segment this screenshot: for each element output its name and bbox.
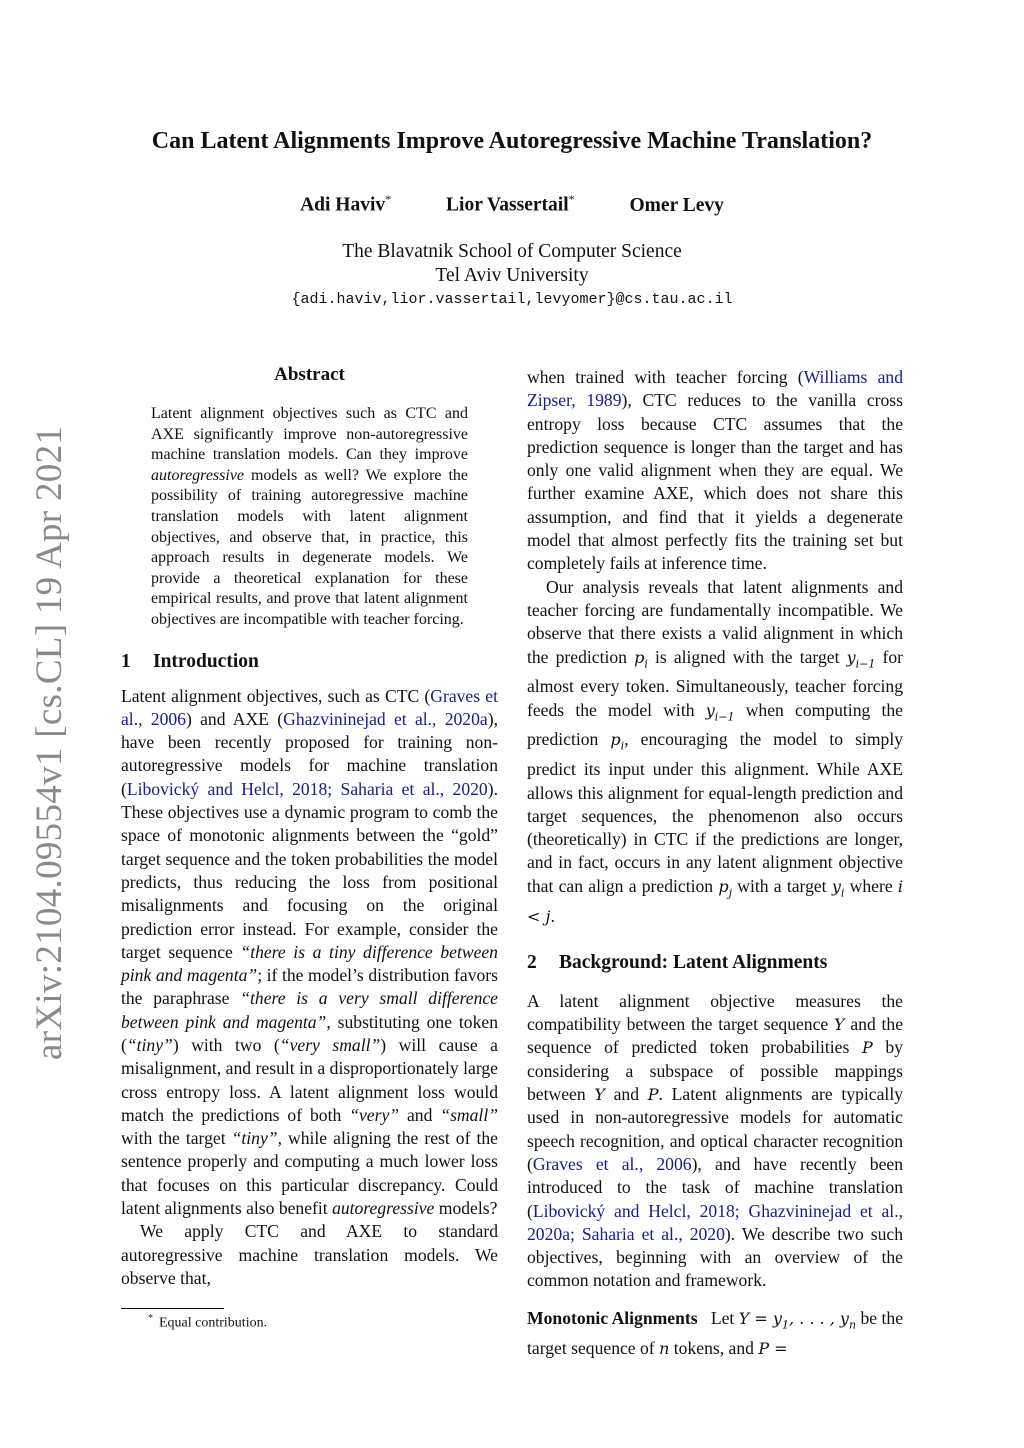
intro-paragraph-1: Latent alignment objectives, such as CTC (Graves et al., 2006) and AXE (Ghazvininejad et al., 2020a), have been recently proposed for training non-autoregressive models for machine translation (Libovický and Helcl, 2018; Saharia et al., 2020). These objectives use a dynamic program to comb the space of monotonic alignments between the “gold” target sequence and the token probabilities the model predicts, thus reducing the loss from positional misalignments and focusing on the original prediction error instead. For example, consider the target sequence “there is a tiny difference between pink and magenta”; if the model’s distribution favors the paraphrase “there is a very small difference between pink and magenta”, substituting one token (“tiny”) with two (“very small”) will cause a misalignment, and result in a disproportionately large cross entropy loss. A latent alignment loss would match the predictions of both “very” and “small” with the target “tiny”, while aligning the rest of the sentence properly and computing a much lower loss that focuses on this particular discrepancy. Could latent alignments also benefit autoregressive models? <box>121 685 498 1219</box>
background-paragraph-2: Monotonic Alignments Let $Y = y_1$, . . . , $y_n$ be the target sequence of n tokens, and P = <box>527 1307 903 1358</box>
section-heading-background: 2 Background: Latent Alignments <box>527 951 828 973</box>
section-heading-introduction: 1 Introduction <box>121 650 259 672</box>
citation-link[interactable]: Libovický and Helcl, 2018; Saharia et al., 2020 <box>126 778 488 799</box>
right-column <box>527 366 903 1360</box>
intro-paragraph-3: when trained with teacher forcing (Williams and Zipser, 1989), CTC reduces to the vanilla cross entropy loss because CTC assumes that the prediction sequence is longer than the target and has only one valid alignment when they are equal. We further examine AXE, which does not share this assumption, and find that it yields a degenerate model that almost perfectly fits the training set but completely fails at inference time. <box>527 367 903 574</box>
footnote: * Equal contribution. <box>148 1313 268 1331</box>
author: Adi Haviv* <box>300 192 392 216</box>
abstract-text: Latent alignment objectives such as CTC and AXE significantly improve non-autoregressive machine translation models. Can they improve autoregressive models as well? We explore the possibility of training autoregressive machine translation models with latent alignment objectives, and observe that, in practice, this approach results in degenerate models. We provide a theoretical explanation for these empirical results, and prove that latent alignment objectives are incompatible with teacher forcing. <box>151 405 468 628</box>
author: Omer Levy <box>629 194 724 216</box>
intro-paragraph-2: We apply CTC and AXE to standard autoregressive machine translation models. We observe that, <box>121 1221 498 1288</box>
citation-link[interactable]: Graves et al., 2006 <box>121 685 498 729</box>
author: Lior Vassertail* <box>446 192 575 216</box>
author-list <box>0 192 1024 217</box>
citation-link[interactable]: Ghazvininejad et al., 2020a <box>283 708 488 729</box>
background-paragraph-1: A latent alignment objective measures the compatibility between the target sequence Y and the sequence of predicted token probabilities P by considering a subspace of possible mappings between Y and P. Latent alignments are typically used in non-autoregressive models for automatic speech recognition, and optical character recognition (Graves et al., 2006), and have recently been introduced to the task of machine translation (Libovický and Helcl, 2018; Ghazvininejad et al., 2020a; Saharia et al., 2020). We describe two such objectives, beginning with an overview of the common notation and framework. <box>527 990 904 1291</box>
paragraph-run-in-heading: Monotonic Alignments <box>527 1307 698 1328</box>
arxiv-identifier: arXiv:2104.09554v1 [cs.CL] 19 Apr 2021 <box>29 425 70 1060</box>
footnote-rule <box>121 1308 224 1309</box>
affiliation: The Blavatnik School of Computer Science Tel Aviv University <box>342 241 682 286</box>
citation-link[interactable]: Libovický and Helcl, 2018; Ghazvininejad et al., 2020a; Saharia et al., 2020 <box>527 1200 903 1244</box>
left-column <box>121 364 498 1290</box>
intro-paragraph-4: Our analysis reveals that latent alignments and teacher forcing are fundamentally incompatible. We observe that there exists a valid alignment in which the prediction $p_i$ is aligned with the target $y_{i-1}$ for almost every token. Simultaneously, teacher forcing feeds the model with $y_{i-1}$ when computing the prediction $p_i$, encouraging the model to simply predict its input under this alignment. While AXE allows this alignment for equal-length prediction and target sequences, the phenomenon also occurs (theoretically) in CTC if the predictions are longer, and in fact, occurs in any latent alignment objective that can align a prediction $p_j$ with a target $y_i$ where i < j. <box>527 576 904 926</box>
abstract-heading: Abstract <box>274 364 345 385</box>
citation-link[interactable]: Graves et al., 2006 <box>532 1153 692 1174</box>
citation-link[interactable]: Williams and Zipser, 1989 <box>527 367 903 411</box>
author-email: {adi.haviv,lior.vassertail,levyomer}@cs.tau.ac.il <box>291 291 733 308</box>
paper-title: Can Latent Alignments Improve Autoregressive Machine Translation? <box>151 128 873 154</box>
